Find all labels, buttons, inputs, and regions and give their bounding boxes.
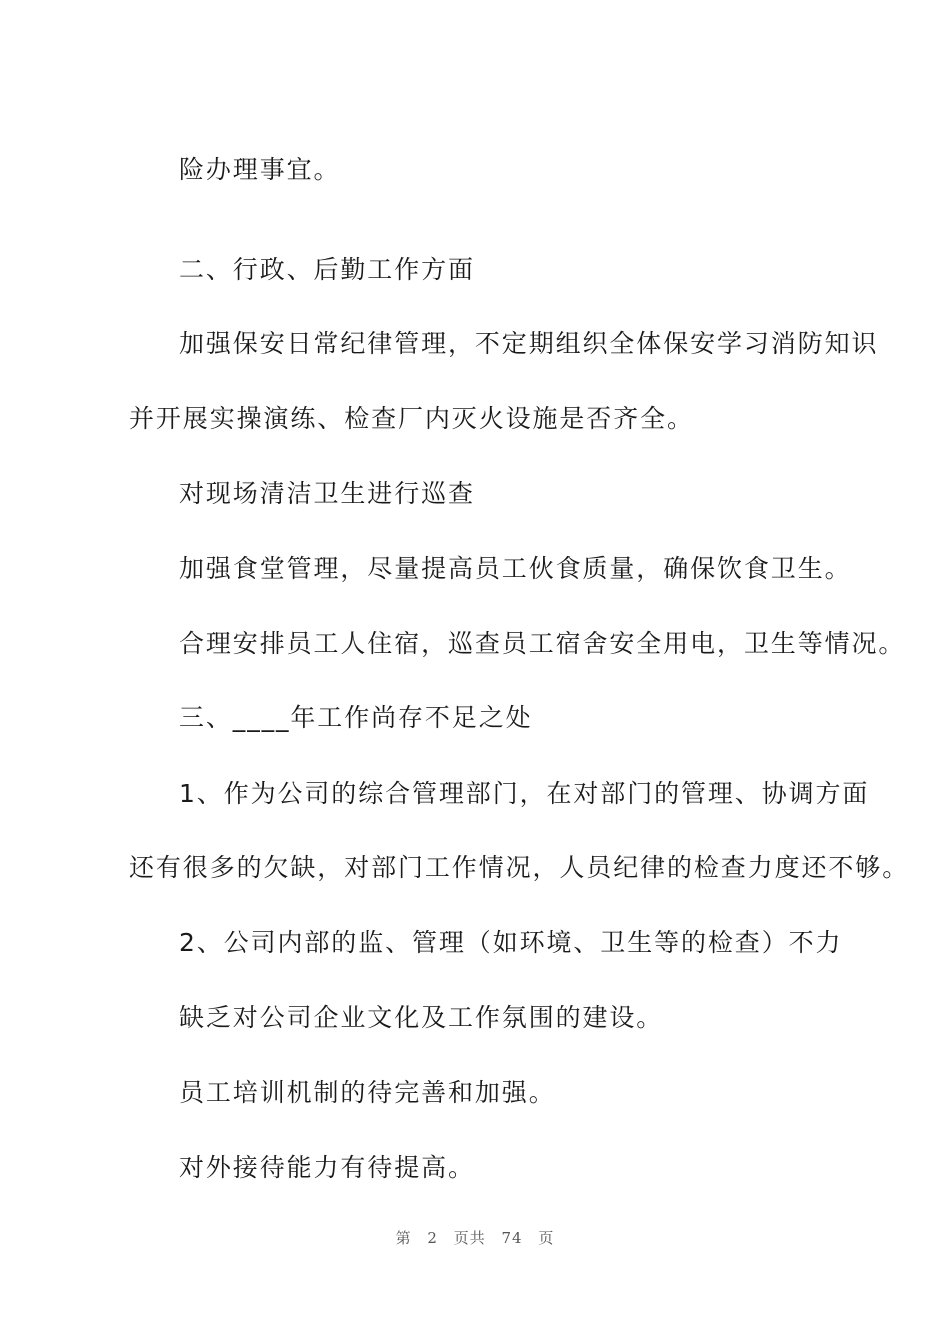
footer-suffix: 页 (538, 1229, 555, 1247)
body-line: 对外接待能力有待提高。 (179, 1153, 475, 1182)
footer-page-number: 2 (427, 1229, 438, 1247)
body-line: 对现场清洁卫生进行巡查 (179, 479, 475, 508)
footer-prefix: 第 (395, 1229, 412, 1247)
body-line: 并开展实操演练、检查厂内灭火设施是否齐全。 (129, 404, 694, 433)
body-line: 还有很多的欠缺，对部门工作情况，人员纪律的检查力度还不够。 (129, 853, 910, 882)
footer-total-pages: 74 (501, 1229, 523, 1247)
body-line: 缺乏对公司企业文化及工作氛围的建设。 (179, 1003, 664, 1032)
body-line: 险办理事宜。 (179, 155, 341, 184)
section-heading: 三、____年工作尚存不足之处 (179, 703, 533, 732)
body-line: 2、公司内部的监、管理（如环境、卫生等的检查）不力 (179, 928, 843, 957)
body-line: 员工培训机制的待完善和加强。 (179, 1078, 556, 1107)
footer-middle: 页共 (453, 1229, 486, 1247)
section-heading: 二、行政、后勤工作方面 (179, 255, 475, 284)
body-line: 合理安排员工人住宿，巡查员工宿舍安全用电，卫生等情况。 (179, 629, 906, 658)
body-line: 1、作为公司的综合管理部门，在对部门的管理、协调方面 (179, 779, 870, 808)
body-line: 加强食堂管理，尽量提高员工伙食质量，确保饮食卫生。 (179, 554, 852, 583)
body-line: 加强保安日常纪律管理，不定期组织全体保安学习消防知识 (179, 329, 879, 358)
page-footer (0, 1227, 950, 1249)
